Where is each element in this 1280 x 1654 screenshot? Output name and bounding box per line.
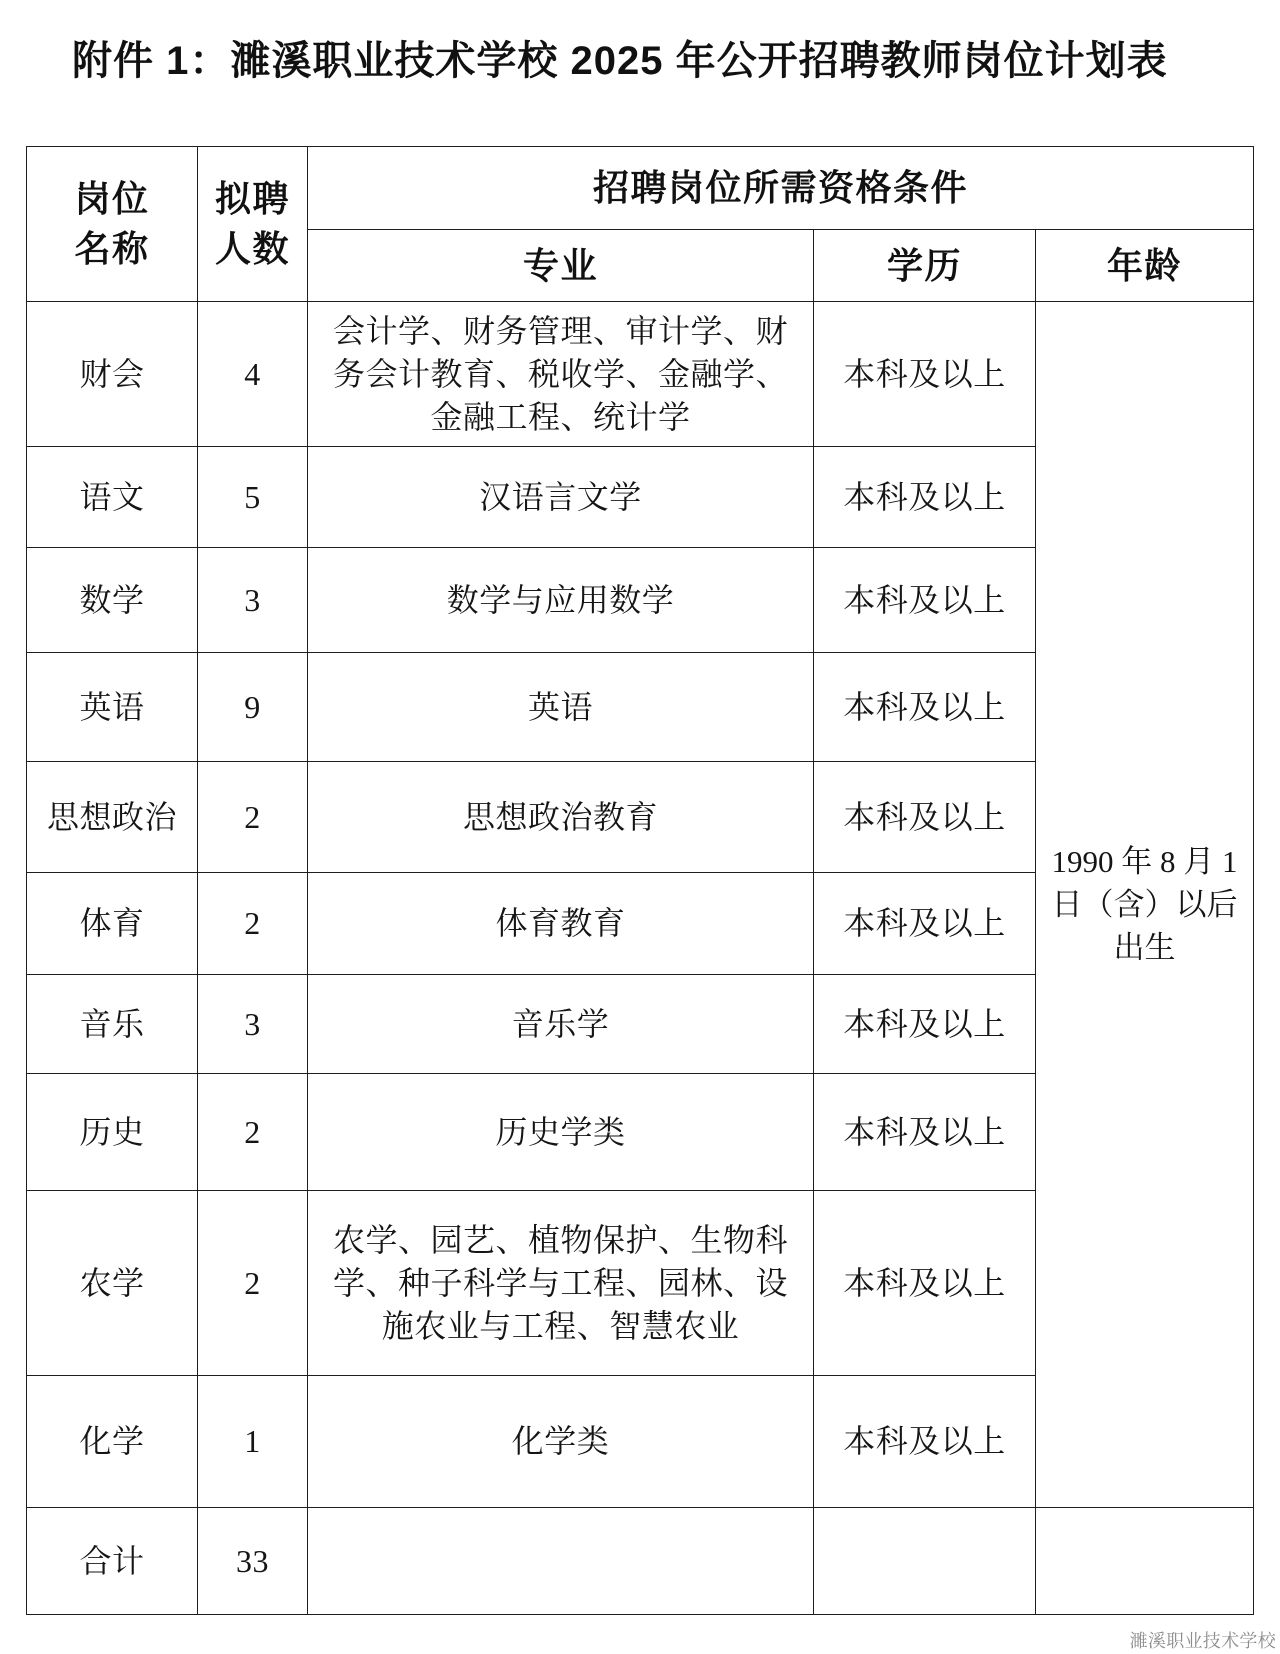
count-cell: 2: [198, 762, 308, 873]
recruitment-plan-table: [26, 146, 1254, 1615]
major-cell: [308, 447, 814, 548]
total-major-cell: [308, 1508, 814, 1615]
position-cell: 体育: [27, 873, 198, 975]
major-line: 音乐学: [511, 1005, 610, 1042]
position-cell: 农学: [27, 1191, 198, 1376]
major-line: 施农业与工程、智慧农业: [381, 1307, 740, 1344]
major-cell: [308, 653, 814, 762]
total-age-cell: [1036, 1508, 1254, 1615]
major-cell: [308, 873, 814, 975]
major-line: 化学类: [511, 1423, 610, 1459]
count-cell: 2: [198, 1191, 308, 1376]
age-line: 日（含）以后: [1051, 887, 1238, 922]
major-line: 英语: [527, 688, 593, 725]
major-line: 会计学、财务管理、审计学、财: [332, 312, 788, 349]
age-requirement-cell: [1036, 302, 1254, 1508]
count-cell: 1: [198, 1376, 308, 1508]
education-cell: 本科及以上: [814, 1074, 1036, 1191]
major-cell: [308, 1074, 814, 1191]
major-line: 学、种子科学与工程、园林、设: [332, 1264, 788, 1301]
major-line: 体育教育: [495, 905, 626, 941]
education-cell: 本科及以上: [814, 548, 1036, 653]
header-position-name: [27, 147, 198, 302]
major-line: 思想政治教育: [462, 798, 658, 835]
total-row: [27, 1508, 1254, 1615]
total-education-cell: [814, 1508, 1036, 1615]
age-line: 1990 年 8 月 1: [1051, 844, 1238, 879]
education-cell: 本科及以上: [814, 302, 1036, 447]
position-cell: 数学: [27, 548, 198, 653]
major-line: 数学与应用数学: [446, 581, 675, 618]
position-cell: 财会: [27, 302, 198, 447]
major-cell: [308, 1191, 814, 1376]
major-cell: [308, 762, 814, 873]
count-cell: 5: [198, 447, 308, 548]
position-cell: 语文: [27, 447, 198, 548]
header-qualifications: 招聘岗位所需资格条件: [308, 147, 1254, 230]
education-cell: 本科及以上: [814, 762, 1036, 873]
table-body: [27, 302, 1254, 1615]
education-cell: 本科及以上: [814, 1376, 1036, 1508]
header-education: 学历: [814, 230, 1036, 302]
position-cell: 历史: [27, 1074, 198, 1191]
position-cell: 化学: [27, 1376, 198, 1508]
count-cell: 2: [198, 873, 308, 975]
header-major: 专业: [308, 230, 814, 302]
position-cell: 思想政治: [27, 762, 198, 873]
major-line: 历史学类: [495, 1113, 626, 1150]
major-cell: [308, 1376, 814, 1508]
major-cell: [308, 302, 814, 447]
education-cell: 本科及以上: [814, 873, 1036, 975]
count-cell: 3: [198, 975, 308, 1074]
education-cell: 本科及以上: [814, 975, 1036, 1074]
count-cell: 4: [198, 302, 308, 447]
total-count-cell: 33: [198, 1508, 308, 1615]
major-cell: [308, 975, 814, 1074]
header-line: 名称: [74, 228, 150, 269]
major-cell: [308, 548, 814, 653]
header-planned-count: [198, 147, 308, 302]
major-line: 金融工程、统计学: [430, 398, 691, 435]
table-row: [27, 302, 1254, 447]
major-line: 农学、园艺、植物保护、生物科: [332, 1221, 788, 1258]
page-title: 附件 1：濉溪职业技术学校 2025 年公开招聘教师岗位计划表: [72, 39, 1168, 83]
education-cell: 本科及以上: [814, 653, 1036, 762]
major-line: 汉语言文学: [479, 478, 642, 515]
header-line: 岗位: [74, 178, 150, 219]
table-header: [27, 147, 1254, 302]
watermark: 濉溪职业技术学校: [1129, 1631, 1276, 1651]
count-cell: 3: [198, 548, 308, 653]
header-age: 年龄: [1036, 230, 1254, 302]
position-cell: 音乐: [27, 975, 198, 1074]
count-cell: 2: [198, 1074, 308, 1191]
position-cell: 英语: [27, 653, 198, 762]
header-line: 人数: [214, 228, 290, 269]
education-cell: 本科及以上: [814, 447, 1036, 548]
count-cell: 9: [198, 653, 308, 762]
major-line: 务会计教育、税收学、金融学、: [332, 355, 788, 392]
age-line: 出生: [1113, 930, 1176, 965]
education-cell: 本科及以上: [814, 1191, 1036, 1376]
total-label-cell: 合计: [27, 1508, 198, 1615]
header-row: [27, 147, 1254, 230]
header-line: 拟聘: [214, 178, 290, 219]
